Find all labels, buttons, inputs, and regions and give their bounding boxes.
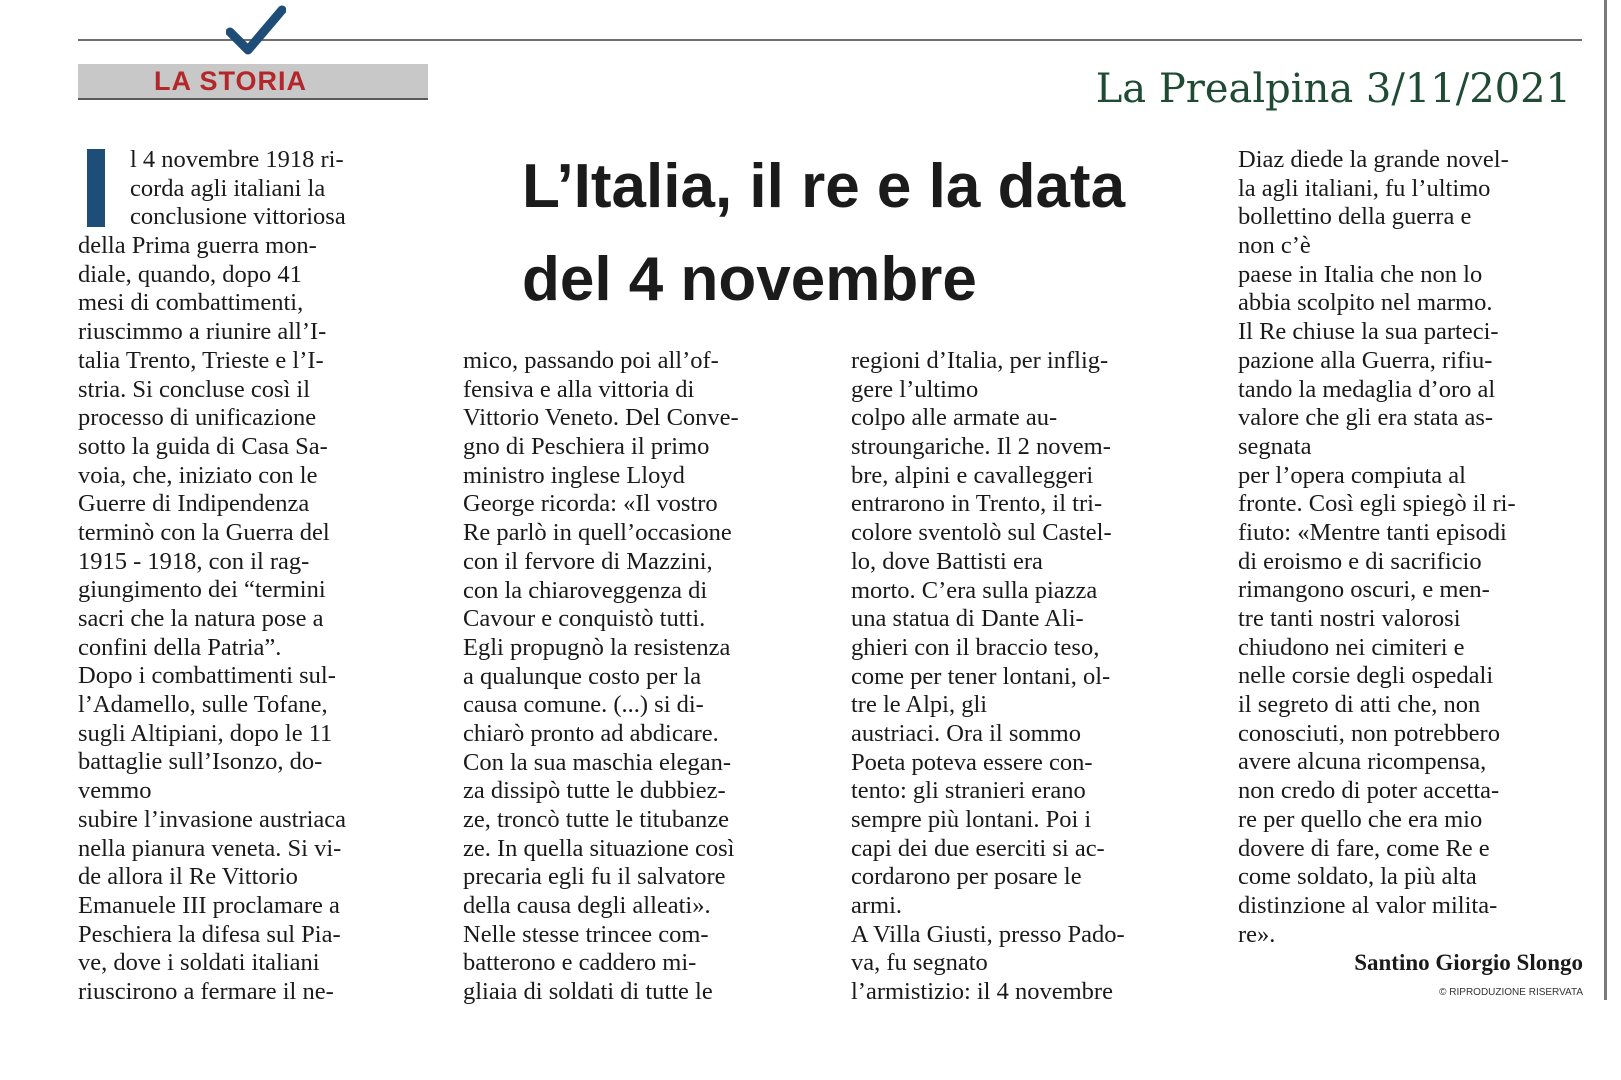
article-line: la agli italiani, fu l’ultimo xyxy=(1238,174,1491,202)
article-line: tando la medaglia d’oro al xyxy=(1238,375,1496,403)
article-line: sacri che la natura pose a xyxy=(78,605,324,632)
source-label: La Prealpina 3/11/2021 xyxy=(1095,66,1571,112)
article-line: nella pianura veneta. Si vi- xyxy=(78,834,342,862)
article-line: della Prima guerra mon- xyxy=(78,232,317,260)
article-line: rimangono oscuri, e men- xyxy=(1238,576,1490,604)
article-line: chiudono nei cimiteri e xyxy=(1238,633,1465,661)
article-line: sempre più lontani. Poi i xyxy=(851,806,1092,833)
article-line: abbia scolpito nel marmo. xyxy=(1238,289,1493,317)
article-line: tento: gli stranieri erano xyxy=(851,777,1086,805)
article-line: della causa degli alleati». xyxy=(463,892,711,920)
article-line: ze. In quella situazione così xyxy=(463,834,735,862)
byline: Santino Giorgio Slongo xyxy=(1354,950,1583,975)
article-line: de allora il Re Vittorio xyxy=(78,863,298,891)
article-line: una statua di Dante Ali- xyxy=(851,605,1084,633)
article-line: Con la sua maschia elegan- xyxy=(463,748,732,776)
article-line: l’armistizio: il 4 novembre xyxy=(851,978,1113,1006)
article-line: conclusione vittoriosa xyxy=(130,203,346,231)
article-line: George ricorda: «Il vostro xyxy=(463,490,718,518)
article-line: come per tener lontani, ol- xyxy=(851,662,1111,690)
article-line: gere l’ultimo xyxy=(851,375,979,403)
article-line: Guerre di Indipendenza xyxy=(78,490,310,518)
article-line: tre le Alpi, gli xyxy=(851,691,988,719)
article-line: come soldato, la più alta xyxy=(1238,863,1477,891)
article-line: valore che gli era stata as- xyxy=(1238,404,1494,432)
article-line: fensiva e alla vittoria di xyxy=(463,375,695,403)
article-line: l’Adamello, sulle Tofane, xyxy=(78,691,328,719)
article-line: stria. Si concluse così il xyxy=(78,375,311,403)
article-line: pazione alla Guerra, rifiu- xyxy=(1238,346,1493,374)
article-line: distinzione al valor milita- xyxy=(1238,891,1498,919)
article-line: mesi di combattimenti, xyxy=(78,289,304,317)
article-line: giungimento dei “termini xyxy=(78,576,326,604)
article-line: re per quello che era mio xyxy=(1238,805,1483,833)
article-line: subire l’invasione austriaca xyxy=(78,805,347,833)
headline xyxy=(522,140,1222,326)
right-rule xyxy=(1604,0,1607,1000)
article-line: Nelle stesse trincee com- xyxy=(463,920,709,948)
article-line: Cavour e conquistò tutti. xyxy=(463,605,706,633)
article-line: colore sventolò sul Castel- xyxy=(851,519,1112,547)
article-line: austriaci. Ora il sommo xyxy=(851,719,1081,747)
article-line: Peschiera la difesa sul Pia- xyxy=(78,920,341,948)
checkmark-icon xyxy=(226,4,286,58)
top-rule xyxy=(78,39,1582,41)
article-line: Re parlò in quell’occasione xyxy=(463,519,732,547)
article-line: l 4 novembre 1918 ri- xyxy=(130,146,344,173)
article-line: il segreto di atti che, non xyxy=(1238,691,1481,719)
headline-line-1: L’Italia, il re e la data xyxy=(522,152,1126,221)
article-line: capi dei due eserciti si ac- xyxy=(851,834,1105,862)
article-line: ministro inglese Lloyd xyxy=(463,461,685,489)
article-line: 1915 - 1918, con il rag- xyxy=(78,547,310,575)
article-column-1 xyxy=(78,146,346,1007)
article-line: per l’opera compiuta al xyxy=(1238,461,1466,489)
article-line: sugli Altipiani, dopo le 11 xyxy=(78,719,333,747)
article-line: riuscimmo a riunire all’I- xyxy=(78,318,327,346)
article-line: causa comune. (...) si di- xyxy=(463,691,704,719)
article-line: colpo alle armate au- xyxy=(851,404,1058,432)
article-line: ze, troncò tutte le titubanze xyxy=(463,806,729,833)
article-line: voia, che, iniziato con le xyxy=(78,461,318,489)
article-line: fronte. Così egli spiegò il ri- xyxy=(1238,490,1516,518)
article-line: batterono e caddero mi- xyxy=(463,949,697,977)
article-line: Emanuele III proclamare a xyxy=(78,891,340,919)
article-line: Dopo i combattimenti sul- xyxy=(78,662,336,690)
article-line: non credo di poter accetta- xyxy=(1238,777,1500,805)
article-line: za dissipò tutte le dubbiez- xyxy=(463,777,726,805)
article-column-3 xyxy=(851,347,1125,1007)
article-line: bollettino della guerra e xyxy=(1238,203,1472,231)
article-line: Egli propugnò la resistenza xyxy=(463,633,731,661)
article-line: con la chiaroveggenza di xyxy=(463,576,708,604)
headline-line-2: del 4 novembre xyxy=(522,245,977,314)
article-line: processo di unificazione xyxy=(78,404,317,432)
article-line: mico, passando poi all’of- xyxy=(463,347,719,374)
article-line: morto. C’era sulla piazza xyxy=(851,576,1098,604)
article-line: sotto la guida di Casa Sa- xyxy=(78,432,328,460)
article-line: con il fervore di Mazzini, xyxy=(463,547,713,575)
article-line: re». xyxy=(1238,920,1276,948)
section-label: LA STORIA xyxy=(154,66,308,96)
article-line: vemmo xyxy=(78,777,152,805)
article-line: Il Re chiuse la sua parteci- xyxy=(1238,318,1499,346)
article-line: diale, quando, dopo 41 xyxy=(78,260,302,288)
article-line: regioni d’Italia, per inflig- xyxy=(851,347,1109,374)
article-line: chiarò pronto ad abdicare. xyxy=(463,719,719,747)
article-line: ghieri con il braccio teso, xyxy=(851,633,1100,661)
article-line: paese in Italia che non lo xyxy=(1238,260,1483,288)
article-line: a qualunque costo per la xyxy=(463,662,702,690)
article-line: avere alcuna ricompensa, xyxy=(1238,748,1487,776)
article-line: va, fu segnato xyxy=(851,949,988,977)
article-line: tre tanti nostri valorosi xyxy=(1238,605,1461,632)
article-line: ve, dove i soldati italiani xyxy=(78,949,320,977)
article-line: talia Trento, Trieste e l’I- xyxy=(78,346,324,374)
article-line: Diaz diede la grande novel- xyxy=(1238,146,1509,173)
article-line: A Villa Giusti, presso Pado- xyxy=(851,920,1125,948)
article-line: di eroismo e di sacrificio xyxy=(1238,547,1482,575)
article-column-2 xyxy=(463,347,739,1007)
rights-notice: © RIPRODUZIONE RISERVATA xyxy=(1439,987,1583,998)
article-line: cordarono per posare le xyxy=(851,863,1082,891)
article-line: Poeta poteva essere con- xyxy=(851,748,1093,776)
article-line: gno di Peschiera il primo xyxy=(463,433,710,461)
article-line: precaria egli fu il salvatore xyxy=(463,863,726,891)
article-line: lo, dove Battisti era xyxy=(851,547,1043,575)
article-line: riuscirono a fermare il ne- xyxy=(78,977,334,1005)
article-line: entrarono in Trento, il tri- xyxy=(851,490,1103,518)
section-tag xyxy=(78,64,428,100)
article-line: armi. xyxy=(851,892,903,920)
article-line: stroungariche. Il 2 novem- xyxy=(851,433,1111,461)
article-line: Vittorio Veneto. Del Conve- xyxy=(463,404,739,432)
article-line: terminò con la Guerra del xyxy=(78,518,330,546)
article-line: corda agli italiani la xyxy=(130,174,326,202)
article-line: fiuto: «Mentre tanti episodi xyxy=(1238,518,1507,546)
article-column-4 xyxy=(1238,146,1516,949)
article-line: conosciuti, non potrebbero xyxy=(1238,719,1500,747)
article-line: segnata xyxy=(1238,432,1312,460)
article-line: bre, alpini e cavalleggeri xyxy=(851,461,1094,489)
article-line: battaglie sull’Isonzo, do- xyxy=(78,748,323,776)
article-line: nelle corsie degli ospedali xyxy=(1238,662,1494,690)
article-line: gliaia di soldati di tutte le xyxy=(463,978,713,1006)
article-line: confini della Patria”. xyxy=(78,633,282,661)
article-line: dovere di fare, come Re e xyxy=(1238,834,1490,862)
article-line: non c’è xyxy=(1238,232,1311,260)
